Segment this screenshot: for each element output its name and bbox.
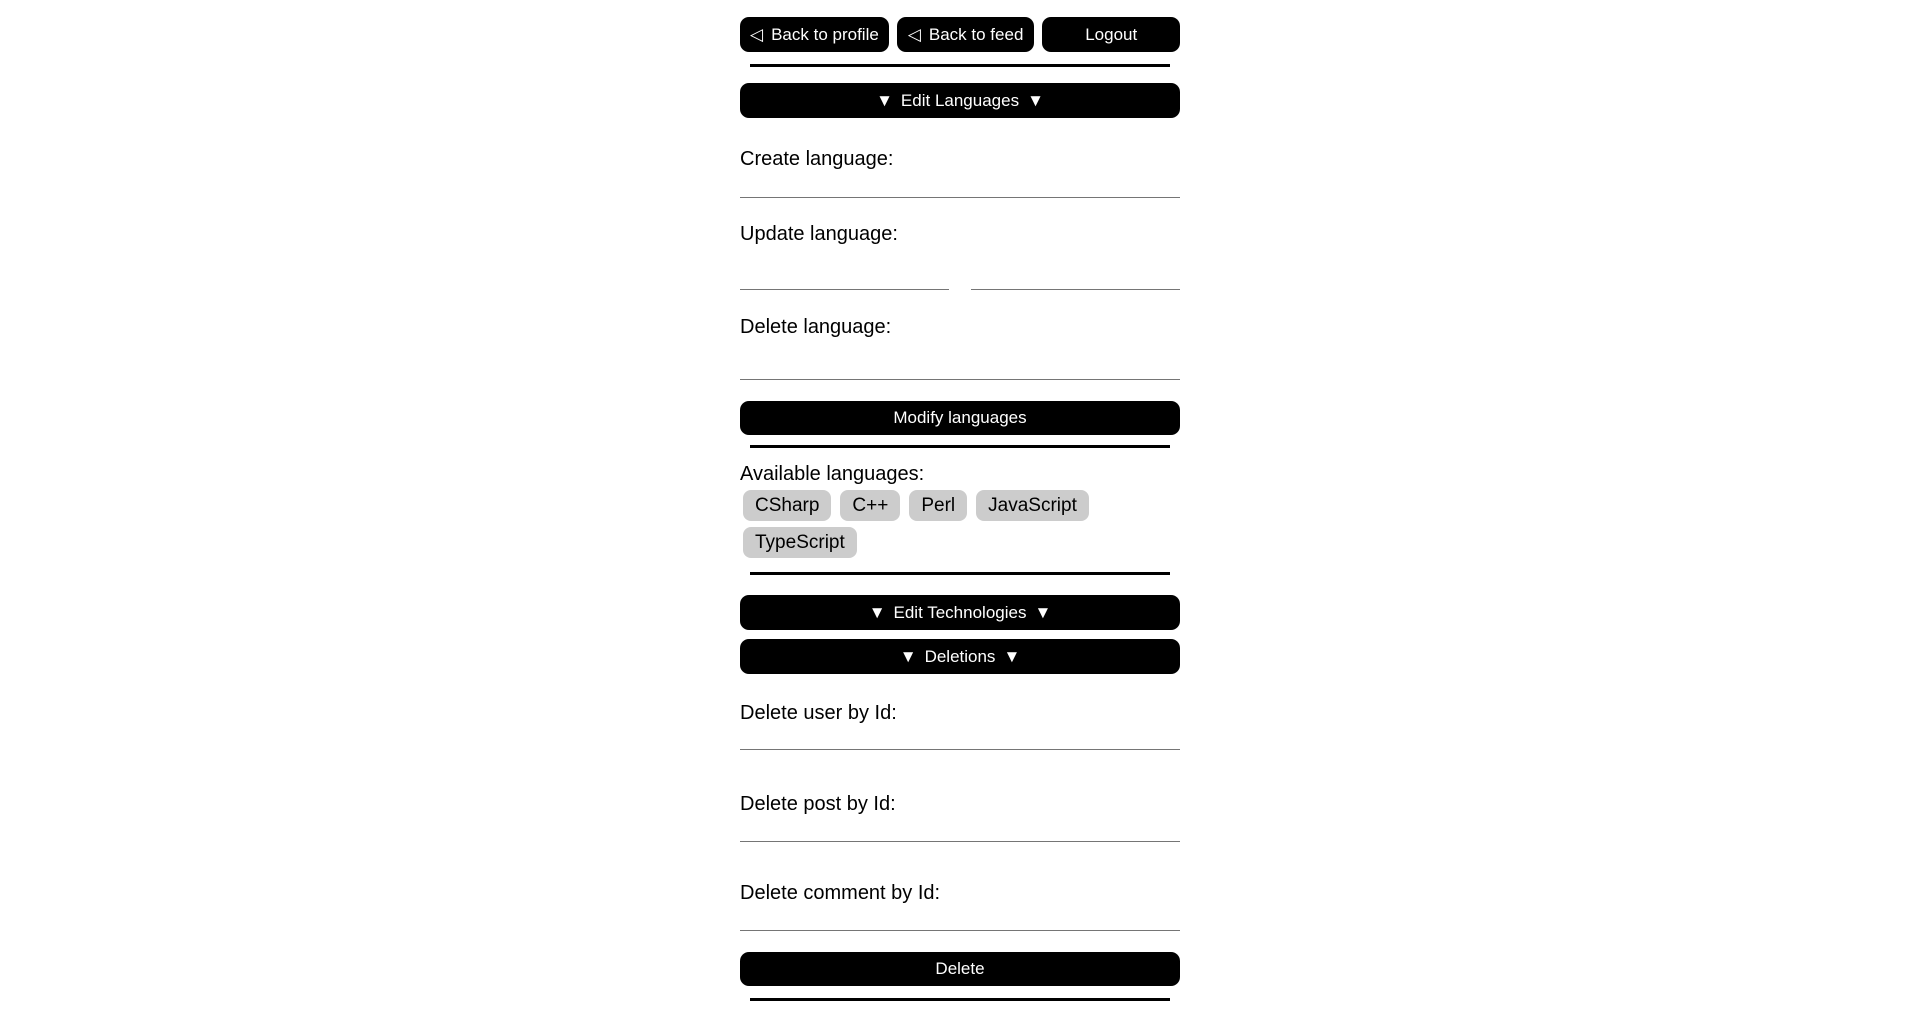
create-language-input[interactable] <box>740 173 1180 198</box>
update-language-from-input[interactable] <box>740 248 949 290</box>
triangle-down-icon: ▼ <box>1027 90 1044 110</box>
available-languages-list <box>743 490 1180 558</box>
triangle-down-icon: ▼ <box>1034 602 1052 622</box>
update-language-to-input[interactable] <box>971 248 1180 290</box>
triangle-down-icon: ▼ <box>1003 646 1021 666</box>
update-language-row <box>740 248 1180 290</box>
edit-languages-toggle[interactable] <box>740 83 1180 118</box>
back-to-profile-button[interactable] <box>740 17 889 52</box>
modify-languages-label: Modify languages <box>893 408 1027 427</box>
back-to-feed-button[interactable] <box>897 17 1035 52</box>
triangle-left-icon: ◁ <box>907 24 921 44</box>
delete-button[interactable] <box>740 952 1180 986</box>
update-language-label: Update language: <box>740 223 898 245</box>
delete-language-label: Delete language: <box>740 316 892 338</box>
deletions-toggle[interactable] <box>740 639 1180 674</box>
back-to-feed-label: Back to feed <box>928 24 1024 44</box>
delete-comment-input[interactable] <box>740 907 1180 931</box>
deletions-toggle-label: Deletions <box>924 646 996 666</box>
top-nav <box>740 17 1180 52</box>
available-languages-label: Available languages: <box>740 463 925 485</box>
divider <box>750 64 1170 67</box>
edit-languages-toggle-label: Edit Languages <box>900 90 1020 110</box>
language-tag: C++ <box>840 490 900 521</box>
language-tag: Perl <box>909 490 967 521</box>
delete-user-label: Delete user by Id: <box>740 702 897 724</box>
delete-post-label: Delete post by Id: <box>740 793 896 815</box>
triangle-down-icon: ▼ <box>868 602 886 622</box>
delete-button-label: Delete <box>935 959 985 978</box>
triangle-left-icon: ◁ <box>750 24 764 44</box>
back-to-profile-label: Back to profile <box>771 24 879 44</box>
edit-technologies-toggle-label: Edit Technologies <box>893 602 1027 622</box>
delete-post-input[interactable] <box>740 818 1180 842</box>
delete-language-input[interactable] <box>740 341 1180 380</box>
divider <box>750 998 1170 1001</box>
create-language-label: Create language: <box>740 148 894 170</box>
language-tag: JavaScript <box>976 490 1089 521</box>
admin-panel <box>740 0 1180 1001</box>
divider <box>750 445 1170 448</box>
logout-button[interactable] <box>1042 17 1180 52</box>
logout-label: Logout <box>1085 24 1138 44</box>
modify-languages-button[interactable] <box>740 401 1180 435</box>
delete-user-input[interactable] <box>740 727 1180 750</box>
divider <box>750 572 1170 575</box>
triangle-down-icon: ▼ <box>899 646 917 666</box>
edit-technologies-toggle[interactable] <box>740 595 1180 630</box>
language-tag: TypeScript <box>743 527 857 558</box>
triangle-down-icon: ▼ <box>876 90 893 110</box>
delete-comment-label: Delete comment by Id: <box>740 882 941 904</box>
language-tag: CSharp <box>743 490 831 521</box>
